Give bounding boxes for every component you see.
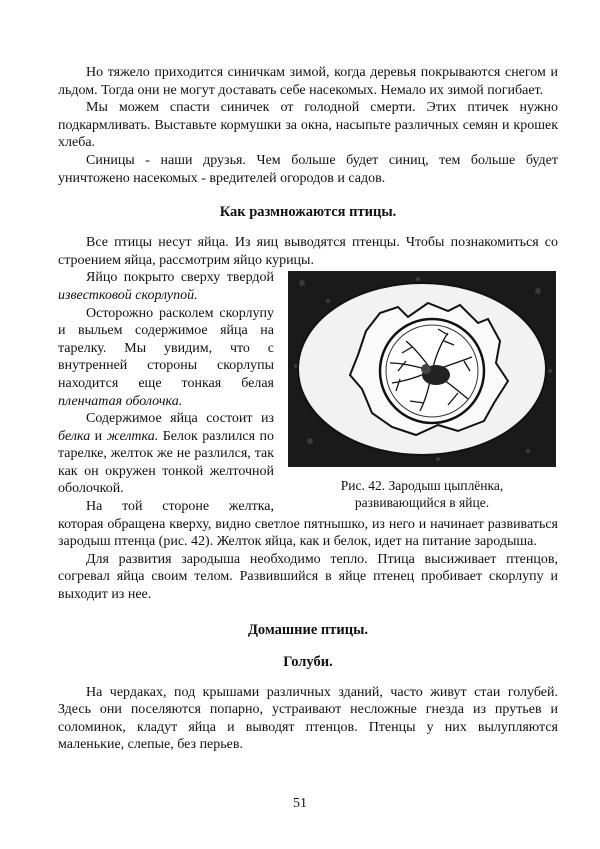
- figure-caption: [286, 477, 558, 511]
- page-body: [58, 64, 558, 754]
- text-run: Яйцо покрыто сверху твердой: [86, 270, 274, 286]
- paragraph: Все птицы несут яйца. Из яиц выводятся птенцы. Чтобы познакомиться со строением яйца, рассмотрим яйцо курицы.: [58, 235, 558, 268]
- paragraph: Синицы - наши друзья. Чем больше будет синиц, тем больше будет уничтожено насекомых - вредителей огородов и садов.: [58, 152, 558, 186]
- paragraph: Для развития зародыша необходимо тепло. Птица высиживает птенцов, согревал яйца своим телом. Развившийся в яйце птенец пробивает скорлупу и выходит из нее.: [58, 551, 558, 603]
- section-heading-pigeons: Голуби.: [283, 653, 333, 670]
- paragraph: Но тяжело приходится синичкам зимой, когда деревья покрываются снегом и льдом. Тогда они не могут доставать себе насекомых. Немало их зимой погибает.: [58, 65, 558, 98]
- section-heading-breeding: Как размножаются птицы.: [219, 204, 397, 221]
- figure-embryo: [286, 271, 558, 511]
- embryo-illustration: [288, 271, 556, 467]
- section-heading-domestic: Домашние птицы.: [247, 621, 369, 638]
- term-shell: известковой скорлупой.: [58, 287, 198, 303]
- caption-line: Рис. 42. Зародыш цыплёнка,: [340, 478, 504, 494]
- term-yolk: желтка.: [106, 428, 159, 444]
- term-white: белка: [58, 428, 91, 444]
- term-membrane: пленчатая оболочка.: [58, 393, 183, 409]
- text-run: Содержимое яйца состоит из: [86, 411, 274, 427]
- text-run: Осторожно расколем скорлупу и выльем содержимое яйца на тарелку. Мы увидим, что с внутренней стороны скорлупы находится еще тонкая белая: [58, 305, 274, 391]
- caption-line: развивающийся в яйце.: [354, 495, 490, 511]
- text-run: и: [90, 428, 107, 444]
- text-run: Белок разлился по тарелке, желток же не разлился, так как он окружен тонкой желточной оболочкой.: [58, 428, 274, 497]
- paragraph: Мы можем спасти синичек от голодной смерти. Этих птичек нужно подкармливать. Выставьте кормушки за окна, насыпьте различных семян и крошек хлеба.: [58, 100, 558, 151]
- page-number: 51: [293, 796, 307, 811]
- paragraph: На той стороне желтка, которая обращена кверху, видно светлое пятнышко, из него и начинает развиваться зародыш птенца (рис. 42). Желток яйца, как и белок, идет на питание зародыша.: [58, 499, 558, 550]
- paragraph: На чердаках, под крышами различных зданий, часто живут стаи голубей. Здесь они поселяются попарно, устраивают несложные гнезда из прутьев и соломинок, кладут яйца и выводят птенцов. Птенцы у них вылупляются маленькие, слепые, без перьев.: [58, 684, 558, 753]
